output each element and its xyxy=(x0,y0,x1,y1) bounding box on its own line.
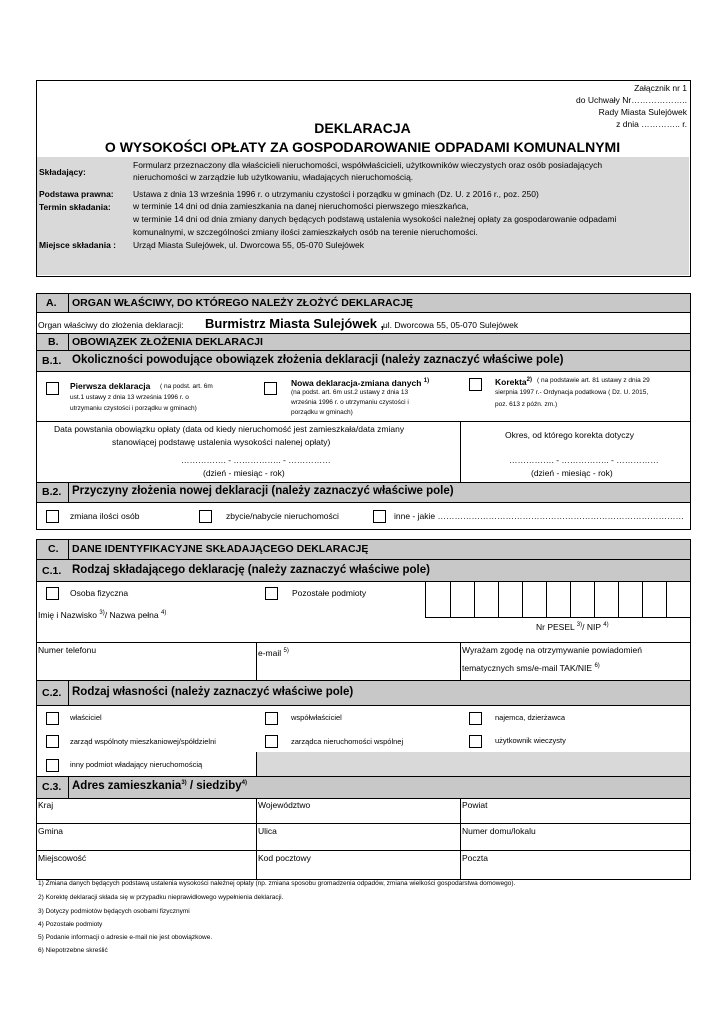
opt-correction-title: Korekta$^{2)}$ xyxy=(495,376,532,387)
checkbox-perpetual-user[interactable] xyxy=(469,735,482,748)
opt-new-sup: 1) xyxy=(423,378,430,384)
name-label: Imię i Nazwisko $^{3)}$/ Nazwa pełna $^{4)}$ xyxy=(38,609,167,620)
addr-country: Kraj xyxy=(38,800,54,810)
checkbox-community-board[interactable] xyxy=(46,735,59,748)
section-b-code: B. xyxy=(48,336,59,348)
c1-opt2-label: Pozostałe podmioty xyxy=(292,588,367,598)
footnote-1: 1) Zmiana danych będących podstawą ustalenia wysokości należnej opłaty (np. zmiana sposobu gromadzenia odpadów, zmiana wielkości gospodarstwa domowego). xyxy=(38,880,516,887)
checkbox-owner[interactable] xyxy=(46,712,59,725)
c2-gray-fill xyxy=(257,752,690,776)
footnote-3: 3) Dotyczy podmiotów będących osobami fizycznymi xyxy=(38,908,190,915)
checkbox-sale-purchase[interactable] xyxy=(199,510,212,523)
section-a-title: ORGAN WŁAŚCIWY, DO KTÓREGO NALEŻY ZŁOŻYĆ DEKLARACJĘ xyxy=(72,297,414,309)
checkbox-new-declaration[interactable] xyxy=(264,382,277,395)
section-b2-title: Przyczyny złożenia nowej deklaracji (należy zaznaczyć właściwe pole) xyxy=(72,485,454,497)
consent-line-2: tematycznych sms/e-mail TAK/NIE $^{6)}$ xyxy=(462,662,600,673)
checkbox-property-manager[interactable] xyxy=(265,735,278,748)
opt-correction-note-1: ( na podstawie art. 81 ustawy z dnia 29 xyxy=(537,377,650,384)
c2-opt-tenant: najemca, dzierżawca xyxy=(495,713,566,722)
period-dots: ……………. - …………….. - …………… xyxy=(509,455,659,465)
pesel-label: Nr PESEL $^{3)}$/ NIP $^{4)}$ xyxy=(536,621,609,632)
podstawa-label: Podstawa prawna: xyxy=(39,189,114,199)
miejsce-text: Urząd Miasta Sulejówek, ul. Dworcowa 55, 05-070 Sulejówek xyxy=(133,240,365,250)
consent-line-1: Wyrażam zgodę na otrzymywanie powiadomień xyxy=(462,645,642,655)
footnote-5: 5) Podanie informacji o adresie e-mail nie jest obowiązkowe. xyxy=(38,934,213,941)
addr-commune: Gmina xyxy=(38,826,64,836)
section-c-title: DANE IDENTYFIKACYJNE SKŁADAJĄCEGO DEKLARACJĘ xyxy=(72,543,369,555)
form-title: DEKLARACJA xyxy=(314,120,411,136)
organ-address: ul. Dworcowa 55, 05-070 Sulejówek xyxy=(383,320,519,330)
checkbox-other[interactable] xyxy=(373,510,386,523)
opt-first-note-1: ( na podst. art. 6m xyxy=(160,383,213,390)
section-a-code: A. xyxy=(46,297,57,309)
date-label-2: stanowiącej podstawę ustalenia wysokości nalenej opłaty) xyxy=(112,437,331,447)
termin-text-1: w terminie 14 dni od dnia zamieszkania na danej nieruchomości pierwszego mieszkańca, xyxy=(133,201,469,211)
footnote-4: 4) Pozostałe podmioty xyxy=(38,921,103,928)
date-format: (dzień - miesiąc - rok) xyxy=(203,468,285,478)
opt-new-note-1: (na podst. art. 6m ust.2 ustawy z dnia 13 xyxy=(291,389,409,396)
annex-line-3: Rady Miasta Sulejówek xyxy=(598,107,687,117)
checkbox-other-holder[interactable] xyxy=(46,759,59,772)
termin-text-2: w terminie 14 dni od dnia zmiany danych będących podstawą ustalenia wysokości należnej opłaty za gospodarowanie odpadami xyxy=(133,214,617,224)
skladajacy-text-2: nieruchomości w zarządzie lub użytkowaniu, władających nieruchomością. xyxy=(133,172,414,182)
c2-opt-other-holder: inny podmiot władający nieruchomością xyxy=(70,760,203,769)
opt-first-note-2: ust.1 ustawy z dnia 13 września 1996 r. o xyxy=(70,394,189,401)
section-b2-code: B.2. xyxy=(42,486,62,498)
footnote-6: 6) Niepotrzebne skreślić xyxy=(38,947,108,954)
section-b-title: OBOWIĄZEK ZŁOŻENIA DEKLARACJI xyxy=(72,336,263,348)
c1-opt1-label: Osoba fizyczna xyxy=(70,588,129,598)
opt-new-declaration-title: Nowa deklaracja-zmiana danych $^{1)}$ xyxy=(291,377,430,388)
footnote-2: 2) Korektę deklaracji składa się w przypadku nieprawidłowego wypełnienia deklaracji. xyxy=(38,894,284,901)
addr-voivodeship: Województwo xyxy=(258,800,311,810)
section-b1-code: B.1. xyxy=(42,355,62,367)
addr-post-office: Poczta xyxy=(462,853,488,863)
email-label: e-mail $^{5)}$ xyxy=(258,647,289,658)
opt-correction-note-2: sierpnia 1997 r.- Ordynacja podatkowa ( Dz. U. 2015, xyxy=(495,389,649,396)
opt-new-note-2: września 1996 r. o utrzymaniu czystości i xyxy=(291,399,409,406)
period-label: Okres, od którego korekta dotyczy xyxy=(505,430,634,440)
podstawa-text: Ustawa z dnia 13 września 1996 r. o utrzymaniu czystości i porządku w gminach (Dz. U. z 2016 r., poz. 250) xyxy=(133,189,539,199)
addr-street: Ulica xyxy=(258,826,277,836)
checkbox-change-persons[interactable] xyxy=(46,510,59,523)
c2-opt-perpetual-user: użytkownik wieczysty xyxy=(495,736,566,745)
section-c2-title: Rodzaj własności (należy zaznaczyć właściwe pole) xyxy=(72,686,354,698)
checkbox-natural-person[interactable] xyxy=(46,587,59,600)
period-format: (dzień - miesiąc - rok) xyxy=(531,468,613,478)
checkbox-co-owner[interactable] xyxy=(265,712,278,725)
addr-city: Miejscowość xyxy=(38,853,87,863)
form-subtitle: O WYSOKOŚCI OPŁATY ZA GOSPODAROWANIE ODPADAMI KOMUNALNYMI xyxy=(104,139,621,155)
b2-opt3-label: inne - jakie …………………………………………………………………………… xyxy=(394,511,684,521)
addr-house-number: Numer domu/lokalu xyxy=(462,826,536,836)
section-c-code: C. xyxy=(48,543,59,555)
section-c1-title: Rodzaj składającego deklarację (należy zaznaczyć właściwe pole) xyxy=(72,564,430,576)
skladajacy-text-1: Formularz przeznaczony dla właścicieli nieruchomości, współwłaścicieli, użytkowników wieczystych oraz osób posiadających xyxy=(133,160,603,170)
c2-opt-property-manager: zarządca nieruchomości wspólnej xyxy=(291,737,404,746)
checkbox-tenant[interactable] xyxy=(469,712,482,725)
date-dots: ……………. - …………….. - …………… xyxy=(181,455,331,465)
annex-line-1: Załącznik nr 1 xyxy=(634,83,687,93)
termin-text-3: komunalnymi, w szczególności zmiany ilości zamieszkałych osób na terenie nieruchomości. xyxy=(133,227,478,237)
b2-opt2-label: zbycie/nabycie nieruchomości xyxy=(226,511,339,521)
checkbox-correction[interactable] xyxy=(469,378,482,391)
phone-label: Numer telefonu xyxy=(38,645,97,655)
organ-name: Burmistrz Miasta Sulejówek , xyxy=(205,316,385,331)
c2-opt-owner: właściciel xyxy=(70,713,102,722)
annex-line-4: z dnia ………….. r. xyxy=(616,119,687,129)
termin-label: Termin składania: xyxy=(39,202,111,212)
section-b1-title: Okoliczności powodujące obowiązek złożenia deklaracji (należy zaznaczyć właściwe pole) xyxy=(72,354,564,366)
c2-opt-community-board: zarząd wspólnoty mieszkaniowej/spółdzielni xyxy=(70,737,216,746)
date-label-1: Data powstania obowiązku opłaty (data od kiedy nieruchomość jest zamieszkała/data zmiany xyxy=(54,424,405,434)
b2-opt1-label: zmiana ilości osób xyxy=(70,511,140,521)
section-c2-code: C.2. xyxy=(42,687,62,699)
checkbox-first-declaration[interactable] xyxy=(46,382,59,395)
section-c3-code: C.3. xyxy=(42,781,62,793)
opt-new-note-3: porządku w gminach) xyxy=(291,409,353,416)
opt-correction-note-3: poz. 613 z późn. zm.) xyxy=(495,401,558,408)
section-c1-code: C.1. xyxy=(42,565,62,577)
skladajacy-label: Składający: xyxy=(39,167,86,177)
addr-county: Powiat xyxy=(462,800,488,810)
checkbox-other-entities[interactable] xyxy=(265,587,278,600)
opt-first-declaration-title: Pierwsza deklaracja xyxy=(70,381,151,391)
addr-postal-code: Kod pocztowy xyxy=(258,853,311,863)
opt-first-note-3: utrzymaniu czystości i porządku w gminach) xyxy=(70,405,197,412)
pesel-boxes[interactable] xyxy=(425,581,690,618)
miejsce-label: Miejsce składania : xyxy=(39,240,117,250)
section-c3-title: Adres zamieszkania$^{3)}$ / siedziby$^{4)}$ xyxy=(72,780,247,792)
c2-opt-co-owner: współwłaściciel xyxy=(291,713,342,722)
organ-label: Organ właściwy do złożenia deklaracji: xyxy=(38,320,184,330)
opt-correction-sup: 2) xyxy=(526,377,532,383)
annex-line-2: do Uchwały Nr……………….. xyxy=(576,95,687,105)
